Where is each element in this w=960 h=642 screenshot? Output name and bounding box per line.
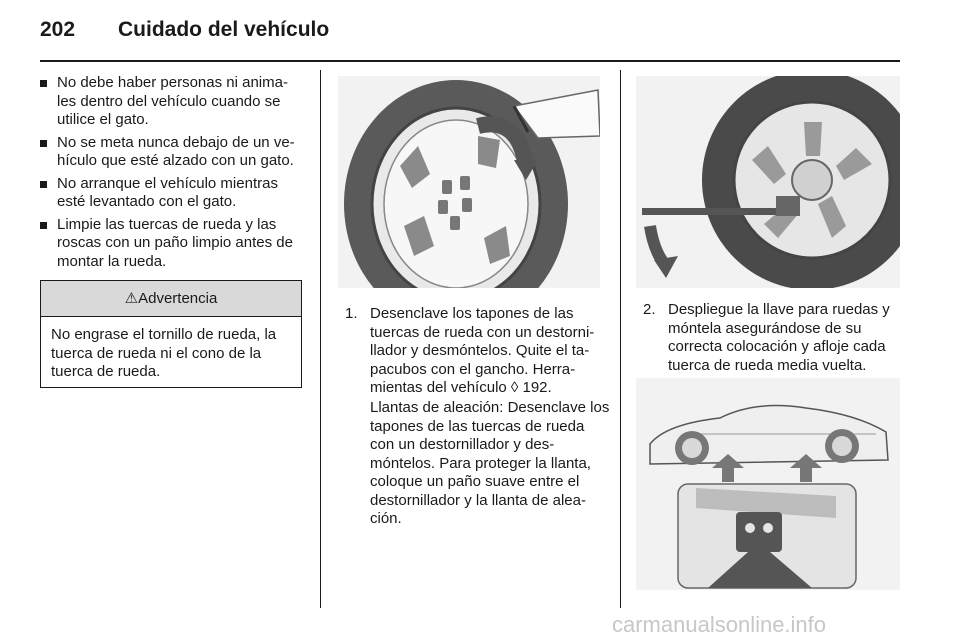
step-number: 2. <box>643 301 656 318</box>
square-bullet-icon <box>40 140 47 147</box>
bullet-item: No se meta nunca debajo de un ve-hículo que esté alzado con un gato. <box>40 134 305 171</box>
warning-header <box>41 281 301 317</box>
step-2 <box>643 301 905 375</box>
page-header <box>40 16 900 56</box>
square-bullet-icon <box>40 80 47 87</box>
page-number: 202 <box>40 18 76 41</box>
warning-text: No engrase el tornillo de rueda, la tuerca de rueda ni el cono de la tuerca de rueda. <box>51 326 277 380</box>
header-rule <box>40 60 900 62</box>
step-1-alloy-note: Llantas de aleación: Desenclave los tapones de las tuercas de rueda con un destornillador y des-móntelos. Para proteger la llanta, coloque un paño suave entre el destornillador y la llanta de alea-ción. <box>370 399 610 527</box>
column-divider-1 <box>320 70 321 608</box>
square-bullet-icon <box>40 181 47 188</box>
step-text: Desenclave los tapones de las tuercas de rueda con un destorni-llador y desmóntelos. Quite el ta-pacubos con el gancho. Herra-mientas del vehículo ◊ 192. <box>370 305 595 396</box>
car-jack-points-illustration <box>636 378 900 590</box>
warning-triangle-icon: ⚠ <box>124 290 139 307</box>
bullet-item: No arranque el vehículo mientras esté levantado con el gato. <box>40 175 305 212</box>
hubcap-removal-illustration <box>338 76 600 288</box>
bullet-item: Limpie las tuercas de rueda y las roscas con un paño limpio antes de montar la rueda. <box>40 216 305 272</box>
square-bullet-icon <box>40 222 47 229</box>
watermark: carmanualsonline.info <box>612 612 827 637</box>
warning-title: Advertencia <box>138 290 218 307</box>
safety-bullet-list <box>40 74 305 275</box>
bullet-item: No debe haber personas ni anima-les dentro del vehículo cuando se utilice el gato. <box>40 74 305 130</box>
column-divider-2 <box>620 70 621 608</box>
page-title: Cuidado del vehículo <box>118 18 330 41</box>
warning-box <box>40 280 302 388</box>
wheel-wrench-illustration <box>636 76 900 288</box>
step-text: Despliegue la llave para ruedas y móntela asegurándose de su correcta colocación y afloje cada tuerca de rueda media vuelta. <box>668 301 890 374</box>
step-1 <box>345 305 607 398</box>
step-number: 1. <box>345 305 358 322</box>
